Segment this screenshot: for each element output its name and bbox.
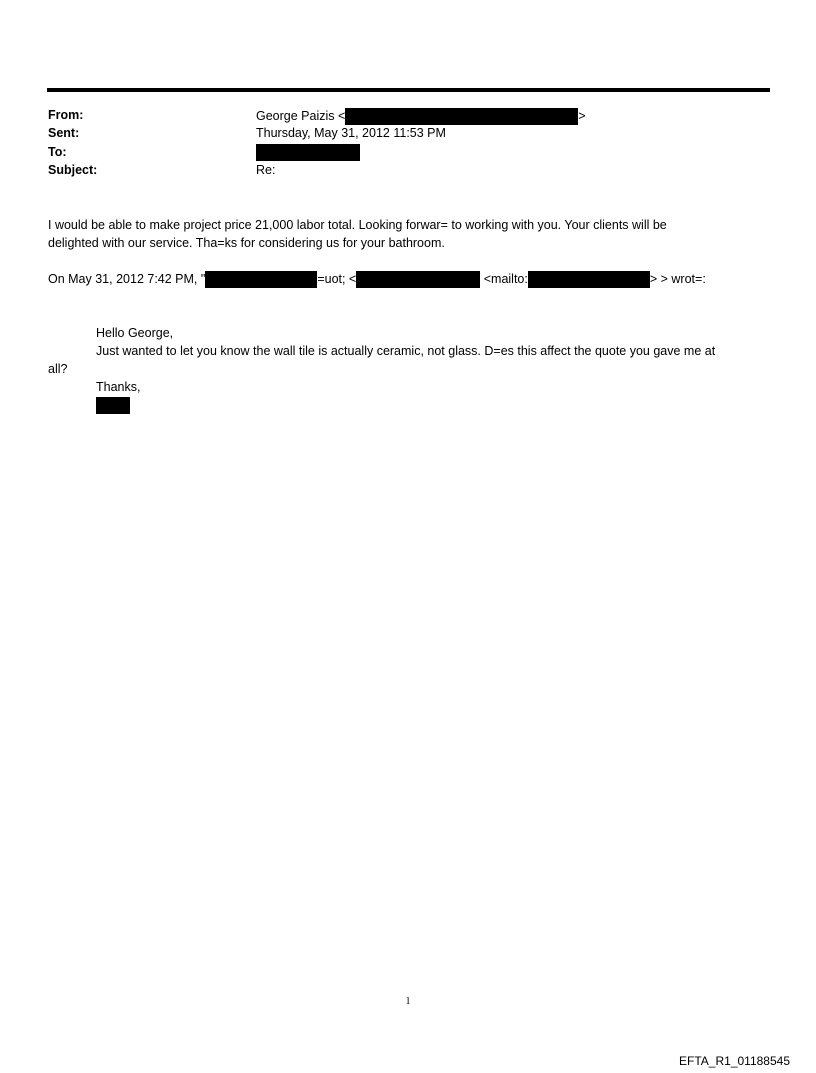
- from-name: George Paizis <: [256, 108, 346, 123]
- redaction-block: [205, 271, 317, 288]
- reply-mailto: <mailto:: [483, 272, 528, 286]
- to-label: To:: [48, 145, 67, 159]
- reply-quot: =uot; <: [317, 272, 357, 286]
- subject-label: Subject:: [48, 163, 98, 177]
- quote-line-wrap: all?: [48, 362, 68, 376]
- body-line: delighted with our service. Tha=ks for considering us for your bathroom.: [48, 236, 445, 250]
- from-close: >: [578, 108, 586, 123]
- quote-signature: [96, 396, 130, 414]
- quote-thanks: Thanks,: [96, 380, 141, 394]
- from-label: From:: [48, 108, 84, 122]
- page-number: 1: [405, 996, 411, 1007]
- redaction-block: [96, 397, 130, 414]
- redaction-block: [528, 271, 650, 288]
- quote-greeting: Hello George,: [96, 326, 174, 340]
- message-body: [48, 216, 778, 252]
- redaction-block: [256, 144, 360, 161]
- sent-value: Thursday, May 31, 2012 11:53 PM: [256, 126, 446, 140]
- header-rule: [47, 88, 770, 92]
- reply-prefix: On May 31, 2012 7:42 PM, ": [48, 272, 206, 286]
- redaction-block: [345, 108, 578, 125]
- quote-line: Just wanted to let you know the wall tile is actually ceramic, not glass. D=es this affect the quote you gave me at: [96, 344, 716, 358]
- from-value: [256, 108, 586, 125]
- sent-label: Sent:: [48, 126, 80, 140]
- body-line: I would be able to make project price 21,000 labor total. Looking forwar= to working with you. Your clients will be: [48, 218, 667, 232]
- reply-suffix: > > wrot=:: [649, 272, 706, 286]
- to-value: [256, 144, 360, 161]
- redaction-block: [356, 271, 480, 288]
- bates-number: EFTA_R1_01188545: [679, 1054, 790, 1068]
- subject-value: Re:: [256, 163, 276, 177]
- reply-attribution: [48, 270, 778, 288]
